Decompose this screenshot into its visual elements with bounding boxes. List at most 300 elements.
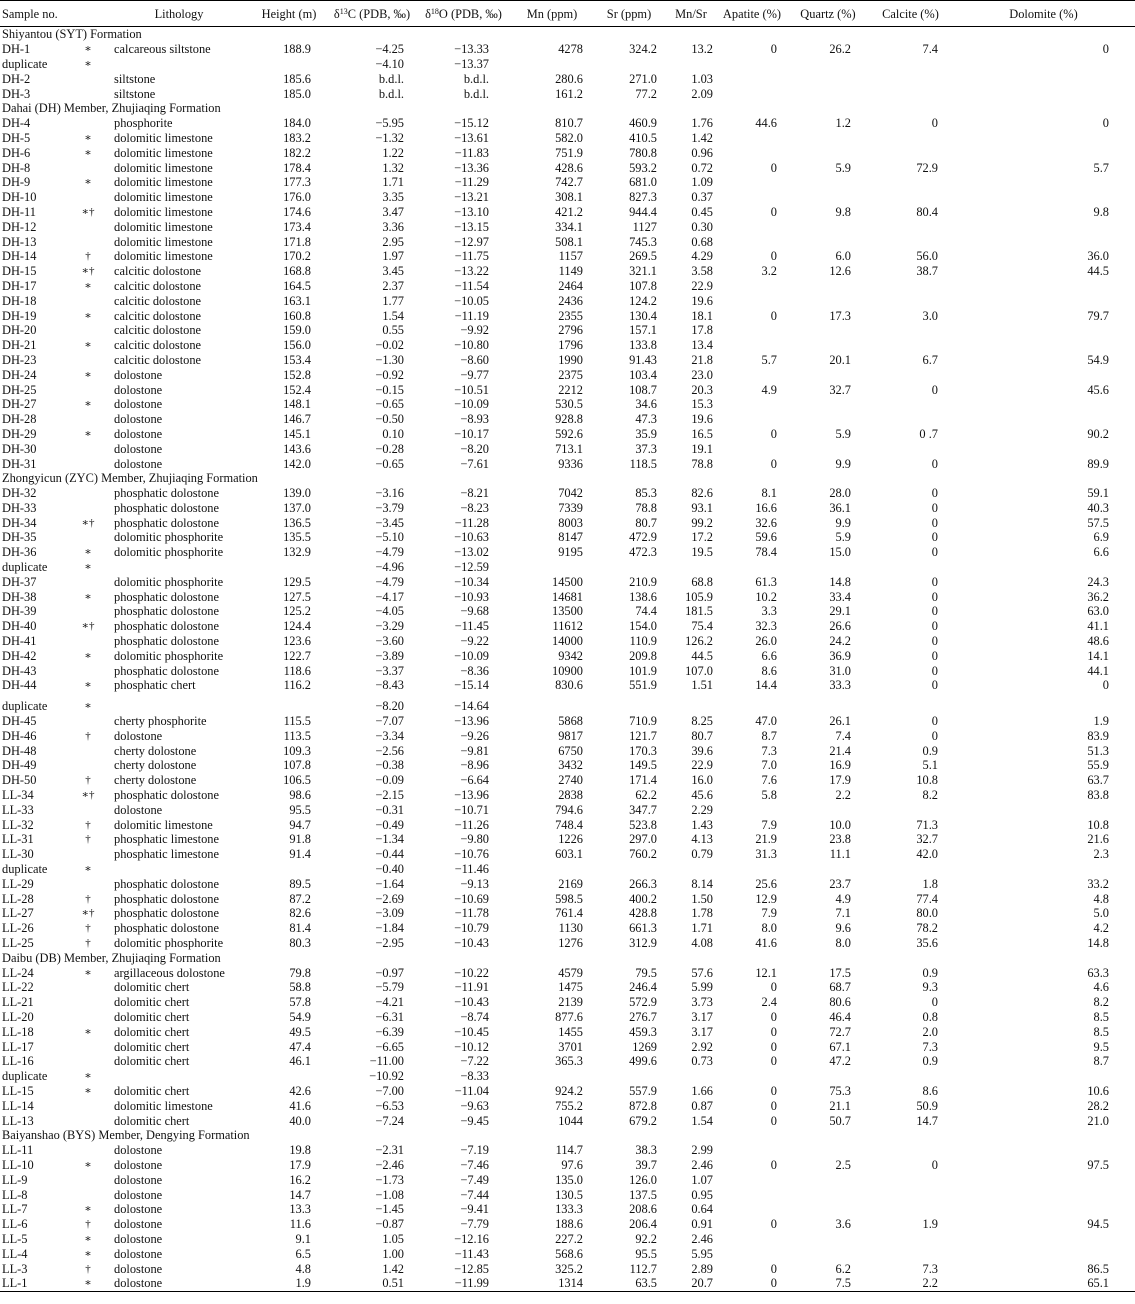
cell-mn-sr: 13.4 [691, 338, 713, 353]
table-row [0, 817, 1135, 832]
cell-d18o: −10.76 [454, 847, 489, 862]
cell-dolomite: 8.5 [1093, 1009, 1109, 1024]
cell-sample-no: LL-16 [2, 1054, 34, 1069]
cell-flag [68, 293, 108, 308]
cell-flag [68, 1187, 108, 1202]
cell-lithology: siltstone [114, 71, 156, 86]
cell-quartz [787, 699, 869, 714]
cell-mn: 14500 [552, 574, 583, 589]
header-d18o: $\delta^{18}O$ (PDB, ‰) [416, 1, 511, 27]
cell-quartz: 9.8 [835, 204, 851, 219]
cell-sample-no: DH-10 [2, 190, 37, 205]
cell-sr: 171.4 [629, 773, 657, 788]
cell-mn-sr: 8.25 [691, 714, 713, 729]
header-mn-sr: Mn/Sr [665, 1, 717, 27]
cell-apatite [717, 71, 787, 86]
cell-mn-sr: 18.1 [691, 308, 713, 323]
cell-calcite: 0 [931, 634, 938, 649]
cell-d18o: −9.77 [460, 367, 489, 382]
cell-quartz: 80.6 [829, 995, 851, 1010]
cell-sr [593, 699, 665, 714]
cell-height [250, 862, 328, 877]
cell-mn-sr: 3.58 [691, 264, 713, 279]
table-row [0, 205, 1135, 220]
cell-lithology: dolostone [114, 1246, 163, 1261]
table-row [0, 574, 1135, 589]
cell-d13c: −7.00 [375, 1083, 404, 1098]
cell-flag: ∗ [84, 966, 92, 979]
cell-dolomite [952, 293, 1135, 308]
table-row [0, 1261, 1135, 1276]
cell-lithology: calcitic dolostone [114, 352, 202, 367]
cell-d18o: −13.36 [454, 160, 489, 175]
cell-dolomite: 45.6 [1087, 382, 1109, 397]
cell-dolomite [952, 323, 1135, 338]
cell-mn-sr: 0.96 [691, 145, 713, 160]
cell-flag [68, 160, 108, 175]
cell-mn: 365.3 [555, 1054, 583, 1069]
cell-d13c: b.d.l. [378, 71, 404, 86]
cell-dolomite [952, 699, 1135, 714]
cell-mn-sr [665, 57, 717, 72]
cell-quartz: 26.6 [829, 619, 851, 634]
cell-sr: 710.9 [629, 714, 657, 729]
cell-d13c: −1.30 [375, 352, 404, 367]
cell-apatite [717, 397, 787, 412]
cell-mn: 334.1 [555, 219, 583, 234]
cell-quartz: 5.9 [835, 160, 851, 175]
cell-flag [68, 382, 108, 397]
cell-d13c: −1.73 [375, 1172, 404, 1187]
cell-height [250, 57, 328, 72]
cell-dolomite: 33.2 [1087, 876, 1109, 891]
cell-calcite: 38.7 [916, 264, 938, 279]
cell-mn-sr: 80.7 [691, 728, 713, 743]
cell-lithology: phosphatic dolostone [114, 663, 219, 678]
cell-sr: 276.7 [629, 1009, 657, 1024]
cell-apatite [717, 57, 787, 72]
cell-d18o: −10.93 [454, 589, 489, 604]
cell-apatite [717, 234, 787, 249]
cell-lithology: phosphatic dolostone [114, 876, 219, 891]
cell-sr: 137.5 [629, 1187, 657, 1202]
cell-d13c: −7.24 [375, 1113, 404, 1128]
cell-sample-no: DH-29 [2, 426, 37, 441]
cell-quartz: 11.1 [829, 847, 851, 862]
cell-d18o: −15.14 [454, 678, 489, 693]
cell-d18o: −12.16 [454, 1231, 489, 1246]
table-row [0, 832, 1135, 847]
table-row [0, 663, 1135, 678]
cell-apatite [717, 131, 787, 146]
cell-mn-sr: 20.7 [665, 1276, 717, 1291]
table-row [0, 921, 1135, 936]
cell-d13c: −1.45 [375, 1202, 404, 1217]
cell-mn [511, 699, 593, 714]
cell-flag [68, 86, 108, 101]
cell-sr: 133.8 [629, 338, 657, 353]
cell-mn-sr: 0.30 [691, 219, 713, 234]
cell-mn-sr: 8.14 [691, 876, 713, 891]
cell-dolomite: 48.6 [1087, 634, 1109, 649]
cell-mn: 1455 [558, 1024, 583, 1039]
cell-dolomite: 6.9 [1093, 530, 1109, 545]
cell-calcite [869, 131, 952, 146]
cell-mn: 592.6 [555, 426, 583, 441]
table-row [0, 1217, 1135, 1232]
cell-sr: 681.0 [629, 175, 657, 190]
cell-mn: 1990 [558, 352, 583, 367]
cell-d13c: 1.54 [382, 308, 404, 323]
cell-quartz: 26.2 [829, 42, 851, 57]
cell-d18o: −10.71 [454, 802, 489, 817]
cell-mn: 2375 [558, 367, 583, 382]
cell-height: 163.1 [283, 293, 311, 308]
cell-d13c: 2.95 [382, 234, 404, 249]
cell-apatite: 5.7 [761, 352, 777, 367]
table-row [0, 773, 1135, 788]
cell-lithology: dolomitic limestone [114, 145, 213, 160]
cell-calcite: 0.8 [922, 1009, 938, 1024]
cell-lithology [108, 57, 250, 72]
cell-mn: 2796 [558, 323, 583, 338]
cell-dolomite: 41.1 [1087, 619, 1109, 634]
cell-mn: 598.5 [555, 891, 583, 906]
cell-flag: ∗ [84, 176, 92, 189]
cell-apatite: 0 [770, 1054, 777, 1069]
cell-mn: 794.6 [555, 802, 583, 817]
cell-sr: 110.9 [629, 634, 657, 649]
cell-d18o: −6.64 [460, 773, 489, 788]
cell-d18o: −12.85 [454, 1261, 489, 1276]
cell-d13c: −3.09 [375, 906, 404, 921]
cell-sample-no: duplicate [2, 560, 48, 575]
cell-flag: ∗ [84, 1247, 92, 1260]
cell-height: 146.7 [283, 412, 311, 427]
cell-lithology [108, 560, 250, 575]
cell-flag: ∗ [84, 1158, 92, 1171]
cell-sample-no: LL-20 [2, 1009, 34, 1024]
cell-dolomite: 4.8 [1093, 891, 1109, 906]
cell-flag: ∗ [84, 427, 92, 440]
cell-flag [68, 758, 108, 773]
cell-mn: 2740 [558, 773, 583, 788]
cell-mn-sr: 22.9 [691, 278, 713, 293]
cell-dolomite: 4.6 [1093, 980, 1109, 995]
cell-lithology: dolomitic phosphorite [114, 648, 224, 663]
cell-height: 143.6 [283, 441, 311, 456]
cell-mn: 188.6 [555, 1217, 583, 1232]
cell-calcite: 1.8 [922, 876, 938, 891]
cell-mn: 2355 [558, 308, 583, 323]
cell-quartz: 6.0 [835, 249, 851, 264]
cell-sample-no: DH-44 [2, 678, 37, 693]
cell-height: 148.1 [283, 397, 311, 412]
cell-calcite: 3.0 [922, 308, 938, 323]
table-row [0, 397, 1135, 412]
cell-lithology: dolomitic chert [114, 1009, 190, 1024]
cell-mn: 1226 [558, 832, 583, 847]
cell-mn: 3701 [558, 1039, 583, 1054]
cell-quartz [787, 71, 869, 86]
cell-d18o: −11.28 [454, 515, 489, 530]
cell-sample-no: LL-3 [2, 1261, 28, 1276]
cell-mn: 761.4 [555, 906, 583, 921]
cell-mn-sr [665, 699, 717, 714]
cell-dolomite [952, 1187, 1135, 1202]
cell-d13c: −3.37 [375, 663, 404, 678]
cell-quartz: 2.5 [835, 1157, 851, 1172]
cell-sample-no: DH-40 [2, 619, 37, 634]
cell-d13c: −4.10 [375, 56, 404, 71]
cell-apatite: 41.6 [755, 936, 777, 950]
cell-apatite: 0 [770, 980, 777, 995]
cell-calcite: 50.9 [916, 1098, 938, 1113]
cell-sr: 170.3 [629, 743, 657, 758]
cell-d18o: −13.37 [454, 56, 489, 71]
cell-sr: 400.2 [629, 891, 657, 906]
cell-dolomite [952, 367, 1135, 382]
cell-flag [68, 663, 108, 678]
cell-apatite: 0 [770, 160, 777, 175]
cell-apatite [717, 802, 787, 817]
cell-apatite: 0 [770, 1217, 777, 1232]
cell-apatite [717, 219, 787, 234]
cell-apatite [717, 1246, 787, 1261]
cell-sample-no: LL-25 [2, 936, 34, 950]
cell-calcite: 0 [931, 456, 938, 471]
cell-d13c: −0.44 [375, 847, 404, 862]
cell-d13c: 1.97 [382, 249, 404, 264]
cell-dolomite: 44.5 [1087, 264, 1109, 279]
cell-mn-sr: 0.87 [691, 1098, 713, 1113]
cell-mn: 14681 [552, 589, 583, 604]
cell-d13c: 0.51 [328, 1276, 416, 1291]
cell-apatite: 5.8 [761, 788, 777, 803]
cell-d13c: −5.10 [375, 530, 404, 545]
table-row [0, 1039, 1135, 1054]
cell-quartz [787, 1187, 869, 1202]
cell-apatite: 32.3 [755, 619, 777, 634]
table-row [0, 876, 1135, 891]
cell-d18o: −9.81 [460, 743, 489, 758]
cell-mn: 1475 [558, 980, 583, 995]
cell-dolomite [952, 175, 1135, 190]
cell-calcite: 7.3 [922, 1261, 938, 1276]
cell-mn: 2169 [558, 876, 583, 891]
table-row [0, 308, 1135, 323]
cell-d18o: −9.22 [460, 634, 489, 649]
cell-sr: 827.3 [629, 190, 657, 205]
cell-sample-no: LL-32 [2, 817, 34, 832]
cell-d13c: 1.71 [382, 175, 404, 190]
cell-calcite [869, 367, 952, 382]
cell-height: 16.2 [289, 1172, 311, 1187]
cell-quartz: 47.2 [829, 1054, 851, 1069]
cell-dolomite: 44.1 [1087, 663, 1109, 678]
cell-quartz [787, 1232, 869, 1247]
cell-mn-sr: 3.17 [691, 1009, 713, 1024]
cell-lithology: dolostone [108, 1276, 250, 1291]
cell-flag [68, 876, 108, 891]
cell-mn: 10900 [552, 663, 583, 678]
cell-dolomite: 94.5 [1087, 1217, 1109, 1232]
cell-sample-no: DH-1 [2, 42, 31, 57]
cell-mn: 13500 [552, 604, 583, 619]
cell-mn: 603.1 [555, 847, 583, 862]
cell-apatite: 8.6 [761, 663, 777, 678]
cell-mn: 508.1 [555, 234, 583, 249]
cell-height: 95.5 [289, 802, 311, 817]
cell-dolomite: 10.6 [1087, 1083, 1109, 1098]
cell-calcite: 0 [931, 486, 938, 501]
cell-apatite: 7.3 [761, 743, 777, 758]
table-row [0, 758, 1135, 773]
cell-d13c: −0.87 [375, 1217, 404, 1232]
cell-mn: 14000 [552, 634, 583, 649]
cell-lithology: dolomitic chert [114, 1039, 190, 1054]
cell-sr: 347.7 [629, 802, 657, 817]
cell-sr: 269.5 [629, 249, 657, 264]
cell-sr: 124.2 [629, 293, 657, 308]
table-row [0, 678, 1135, 693]
cell-sample-no: LL-14 [2, 1098, 34, 1113]
cell-height: 13.3 [289, 1202, 311, 1217]
cell-dolomite: 89.9 [1087, 456, 1109, 471]
table-row [0, 980, 1135, 995]
cell-quartz: 36.1 [829, 500, 851, 515]
cell-calcite: 0 [931, 1157, 938, 1172]
cell-flag [68, 574, 108, 589]
cell-d13c: 1.05 [382, 1231, 404, 1246]
cell-flag [68, 995, 108, 1010]
cell-quartz [787, 1143, 869, 1158]
cell-dolomite: 2.3 [1093, 847, 1109, 862]
cell-lithology: dolostone [114, 1157, 163, 1172]
cell-sample-no: LL-21 [2, 995, 34, 1010]
cell-calcite: 0 [931, 500, 938, 515]
cell-flag: † [85, 729, 91, 742]
cell-quartz: 9.6 [835, 921, 851, 936]
section-title: Dahai (DH) Member, Zhujiaqing Formation [2, 101, 221, 116]
cell-sample-no: DH-30 [2, 441, 37, 456]
cell-apatite [717, 367, 787, 382]
cell-apatite: 78.4 [755, 545, 777, 560]
cell-height: 170.2 [283, 249, 311, 264]
cell-apatite: 0 [770, 308, 777, 323]
cell-height: 185.0 [283, 86, 311, 101]
cell-mn: 7042 [558, 486, 583, 501]
cell-sample-no: DH-24 [2, 367, 37, 382]
cell-apatite: 25.6 [755, 876, 777, 891]
cell-d13c: −4.21 [375, 995, 404, 1010]
cell-sr: 95.5 [635, 1246, 657, 1261]
table-row [0, 1276, 1135, 1291]
cell-quartz [787, 323, 869, 338]
cell-sample-no: DH-13 [2, 234, 37, 249]
cell-sample-no: LL-17 [2, 1039, 34, 1054]
cell-calcite: 0 [931, 648, 938, 663]
cell-apatite [717, 323, 787, 338]
table-row [0, 412, 1135, 427]
cell-flag [68, 219, 108, 234]
cell-mn-sr: 0.37 [691, 190, 713, 205]
cell-d18o: −9.41 [460, 1202, 489, 1217]
cell-quartz [787, 412, 869, 427]
cell-d18o: −11.43 [454, 1246, 489, 1261]
cell-height: 116.2 [283, 678, 311, 693]
cell-apatite: 16.6 [755, 500, 777, 515]
cell-d18o: −11.45 [454, 619, 489, 634]
cell-height: 184.0 [283, 116, 311, 131]
cell-mn-sr: 15.3 [691, 397, 713, 412]
table-row [0, 530, 1135, 545]
cell-apatite: 6.6 [761, 648, 777, 663]
cell-dolomite [952, 560, 1135, 575]
cell-sample-no: DH-31 [2, 456, 37, 471]
cell-height: 177.3 [283, 175, 311, 190]
cell-height: 14.7 [289, 1187, 311, 1202]
cell-flag [68, 1039, 108, 1054]
cell-mn-sr: 4.08 [691, 936, 713, 950]
cell-d13c: −0.92 [375, 367, 404, 382]
cell-flag: † [85, 818, 91, 831]
header-d13c: $\delta^{13}C$ (PDB, ‰) [328, 1, 416, 27]
cell-sample-no: DH-27 [2, 397, 37, 412]
cell-height: 132.9 [283, 545, 311, 560]
cell-apatite [717, 699, 787, 714]
cell-lithology: phosphatic limestone [114, 847, 219, 862]
cell-sample-no: DH-49 [2, 758, 37, 773]
cell-mn-sr: 78.8 [691, 456, 713, 471]
cell-sr: 872.8 [629, 1098, 657, 1113]
cell-dolomite: 51.3 [1087, 743, 1109, 758]
cell-dolomite: 14.8 [1087, 936, 1109, 950]
cell-lithology: dolomitic limestone [114, 219, 213, 234]
cell-d13c: 0.10 [382, 426, 404, 441]
cell-flag: ∗† [81, 907, 95, 920]
cell-sr: 472.3 [629, 545, 657, 560]
cell-mn-sr: 19.6 [691, 293, 713, 308]
cell-quartz [787, 145, 869, 160]
cell-flag [68, 530, 108, 545]
cell-lithology: dolostone [114, 456, 163, 471]
cell-sr: 101.9 [629, 663, 657, 678]
cell-calcite: 56.0 [916, 249, 938, 264]
cell-dolomite: 6.6 [1093, 545, 1109, 560]
cell-dolomite: 28.2 [1087, 1098, 1109, 1113]
cell-d13c: −5.95 [375, 116, 404, 131]
cell-calcite: 5.1 [922, 758, 938, 773]
cell-mn: 308.1 [555, 190, 583, 205]
cell-apatite: 0 [770, 1024, 777, 1039]
table-row [0, 71, 1135, 86]
cell-sample-no: LL-11 [2, 1143, 34, 1158]
cell-sample-no: LL-18 [2, 1024, 34, 1039]
cell-d13c: 1.22 [382, 145, 404, 160]
table-row [0, 486, 1135, 501]
cell-d18o: −11.54 [454, 278, 489, 293]
cell-sample-no: DH-41 [2, 634, 37, 649]
cell-apatite: 2.4 [761, 995, 777, 1010]
table-row [0, 382, 1135, 397]
cell-lithology: dolostone [114, 1261, 163, 1276]
cell-apatite: 4.9 [761, 382, 777, 397]
cell-mn-sr: 19.5 [691, 545, 713, 560]
cell-calcite [869, 175, 952, 190]
cell-lithology: cherty dolostone [114, 743, 197, 758]
cell-lithology: dolomitic phosphorite [114, 936, 224, 950]
